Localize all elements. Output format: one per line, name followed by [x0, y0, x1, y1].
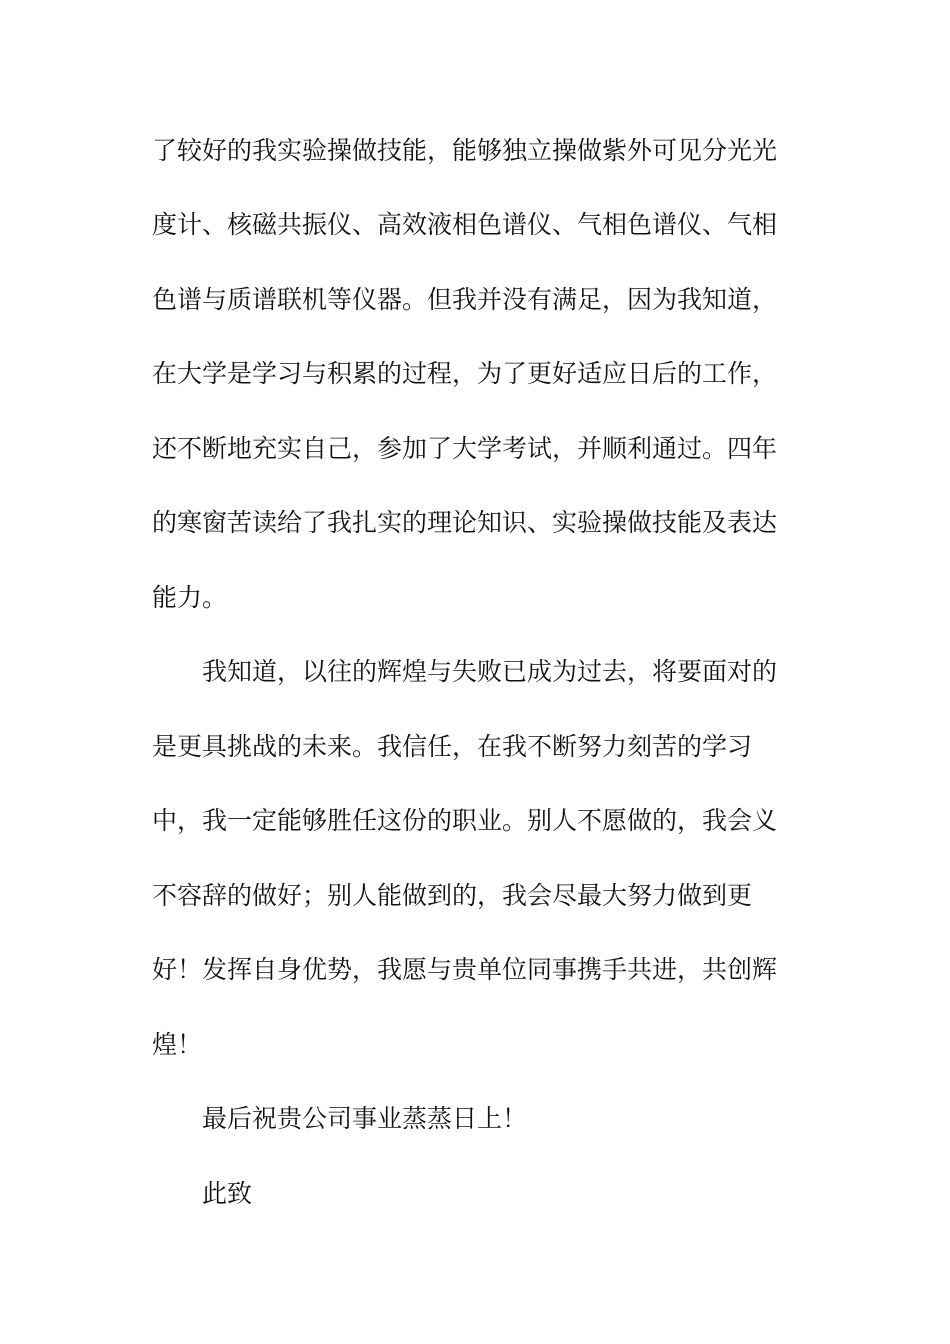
- paragraph-line: 了较好的我实验操做技能，能够独立操做紫外可见分光光: [152, 136, 778, 165]
- paragraph-line: 是更具挑战的未来。我信任，在我不断努力刻苦的学习: [152, 732, 753, 761]
- paragraph-line: 煌！: [152, 1030, 203, 1059]
- paragraph-line: 不容辞的做好；别人能做到的，我会尽最大努力做到更: [152, 881, 753, 910]
- paragraph-line: 中，我一定能够胜任这份的职业。别人不愿做的，我会义: [152, 806, 778, 835]
- paragraph-line: 在大学是学习与积累的过程，为了更好适应日后的工作，: [152, 359, 778, 388]
- paragraph-line: 能力。: [152, 583, 228, 612]
- paragraph-line: 还不断地充实自己，参加了大学考试，并顺利通过。四年: [152, 434, 778, 463]
- paragraph-line: 我知道，以往的辉煌与失败已成为过去，将要面对的: [202, 657, 778, 686]
- closing-wish: 最后祝贵公司事业蒸蒸日上！: [202, 1104, 528, 1133]
- paragraph-line: 的寒窗苦读给了我扎实的理论知识、实验操做技能及表达: [152, 508, 778, 537]
- closing-salutation: 此致: [202, 1179, 253, 1208]
- paragraph-line: 色谱与质谱联机等仪器。但我并没有满足，因为我知道，: [152, 285, 778, 314]
- paragraph-line: 好！发挥自身优势，我愿与贵单位同事携手共进，共创辉: [152, 955, 778, 984]
- paragraph-line: 度计、核磁共振仪、高效液相色谱仪、气相色谱仪、气相: [152, 210, 778, 239]
